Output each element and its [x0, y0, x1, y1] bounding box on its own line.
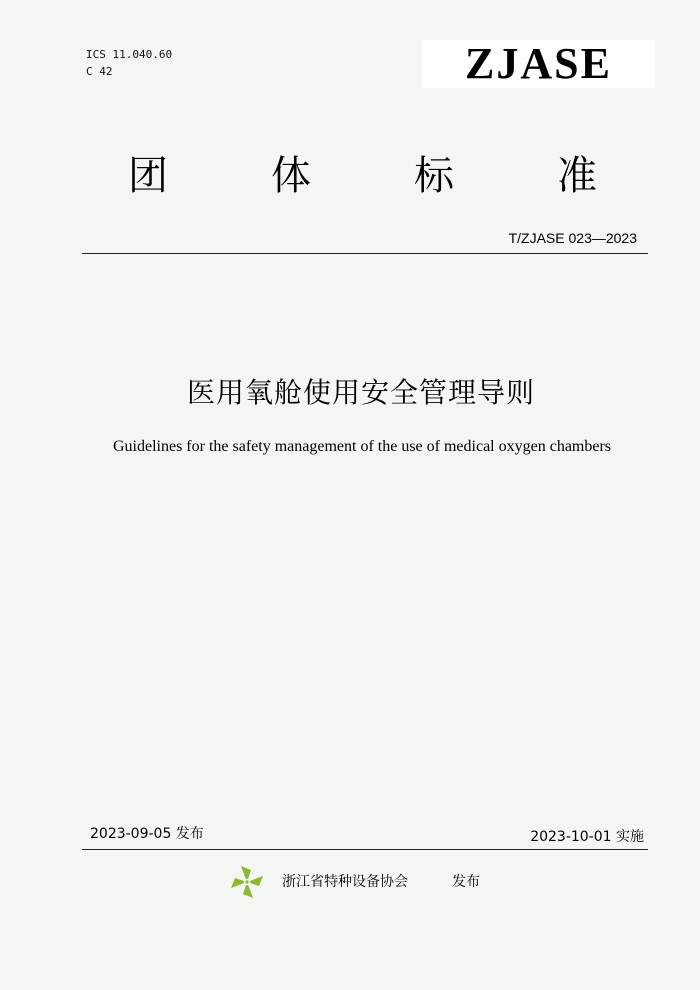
- implementation-date: 2023-10-01 实施: [530, 829, 644, 845]
- footer-divider: [82, 849, 648, 850]
- issue-date: 2023-09-05 发布: [90, 826, 204, 842]
- standard-type-char-2: 体: [271, 153, 311, 199]
- standard-type-char-3: 标: [414, 153, 454, 199]
- header-divider: [82, 253, 648, 254]
- logo-text: ZJASE: [465, 39, 612, 88]
- ics-code: ICS 11.040.60: [86, 48, 173, 61]
- title-english: Guidelines for the safety management of the use of medical oxygen chambers: [112, 438, 612, 455]
- standard-number: T/ZJASE 023—2023: [508, 230, 637, 246]
- ccs-code: C 42: [86, 65, 113, 78]
- standard-type-char-4: 准: [557, 153, 597, 199]
- classification-codes: [86, 46, 172, 80]
- publish-label: 发布: [452, 874, 480, 890]
- organization-name: 浙江省特种设备协会: [282, 874, 408, 890]
- title-chinese: 医用氧舱使用安全管理导则: [186, 376, 535, 409]
- pinwheel-logo-icon: [229, 864, 265, 900]
- standard-type-char-1: 团: [128, 153, 168, 199]
- zjase-logo: [422, 40, 655, 88]
